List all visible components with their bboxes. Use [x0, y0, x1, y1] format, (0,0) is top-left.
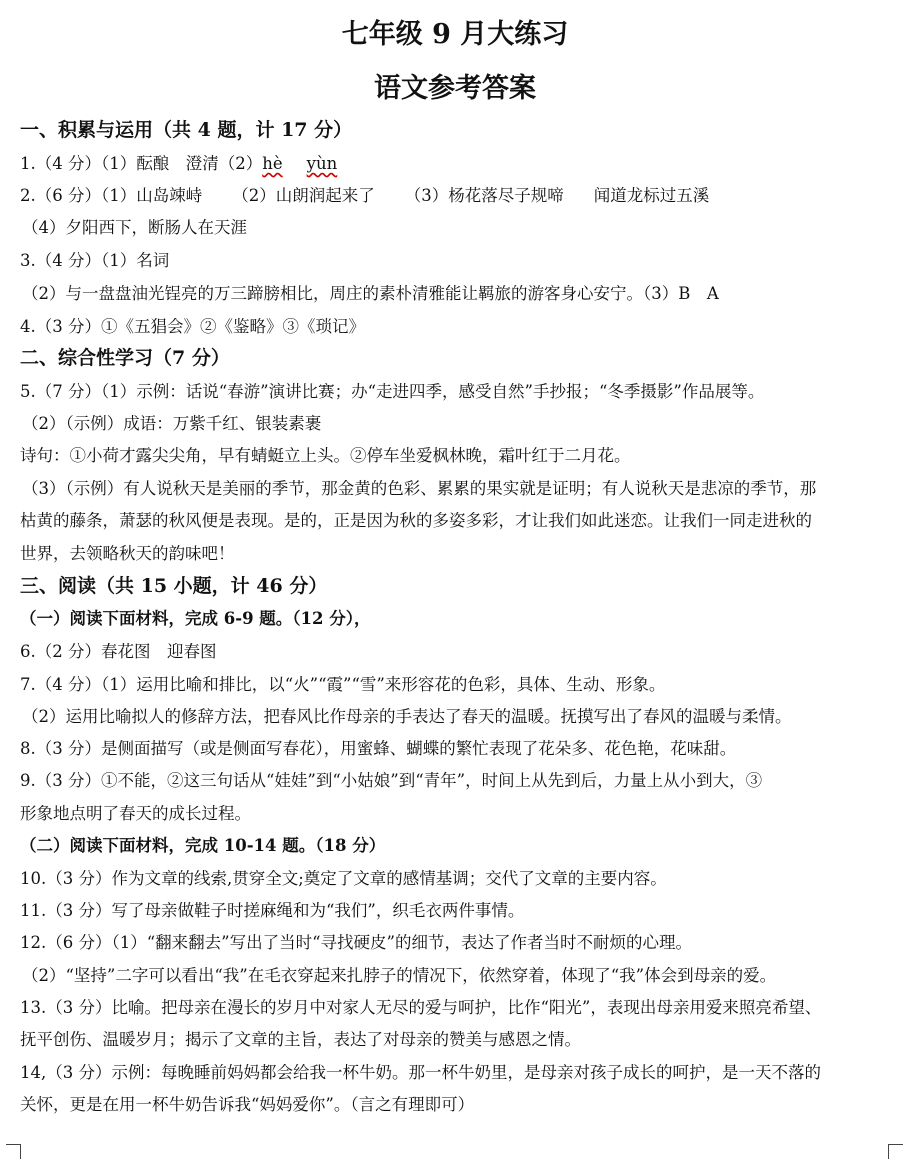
answer-q13-line2: 抚平创伤、温暖岁月；揭示了文章的主旨，表达了对母亲的赞美与感恩之情。 — [20, 1030, 581, 1049]
answer-q2-part3: （3）杨花落尽子规啼 — [404, 186, 564, 205]
answer-q2 — [20, 185, 895, 207]
document-subtitle: 语文参考答案 — [374, 73, 536, 104]
section-3-heading: 三、阅读（共 15 小题，计 46 分） — [20, 575, 328, 597]
answer-q5-line1: 5.（7 分）（1）示例：话说“春游”演讲比赛；办“走进四季，感受自然”手抄报；“冬季摄影”作品展等。 — [20, 382, 765, 401]
answer-q5-line6: 世界，去领略秋天的韵味吧！ — [20, 544, 235, 563]
answer-q7-line2: （2）运用比喻拟人的修辞方法，把春风比作母亲的手表达了春天的温暖。抚摸写出了春风的温暖与柔情。 — [22, 707, 792, 726]
pinyin-1: hè — [262, 154, 283, 173]
answer-q10: 10.（3 分）作为文章的线索,贯穿全文;奠定了文章的感情基调；交代了文章的主要内容。 — [20, 869, 667, 888]
answer-q4: 4.（3 分）①《五猖会》②《鉴略》③《琐记》 — [20, 317, 365, 336]
answer-q13-line1: 13.（3 分）比喻。把母亲在漫长的岁月中对家人无尽的爱与呵护，比作“阳光”，表现出母亲用爱来照亮希望、 — [20, 998, 822, 1017]
answer-q11: 11.（3 分）写了母亲做鞋子时搓麻绳和为“我们”，织毛衣两件事情。 — [20, 901, 525, 920]
answer-q5-line4: （3）（示例）有人说秋天是美丽的季节，那金黄的色彩、累累的果实就是证明；有人说秋天是悲凉的季节，那 — [22, 479, 817, 498]
answer-q9-line2: 形象地点明了春天的成长过程。 — [20, 804, 251, 823]
document-title: 七年级 9 月大练习 — [341, 19, 569, 50]
answer-q14-line1: 14,（3 分）示例：每晚睡前妈妈都会给我一杯牛奶。那一杯牛奶里，是母亲对孩子成长的呵护，是一天不落的 — [20, 1063, 821, 1082]
reading-part-2-heading: （二）阅读下面材料，完成 10-14 题。（18 分） — [20, 836, 386, 855]
answer-q8: 8.（3 分）是侧面描写（或是侧面写春花），用蜜蜂、蝴蝶的繁忙表现了花朵多、花色艳，花味甜。 — [20, 739, 737, 758]
answer-q6: 6.（2 分）春花图 迎春图 — [20, 642, 217, 661]
answer-q3-part2: （2）与一盘盘油光锃亮的万三蹄膀相比，周庄的素朴清雅能让羁旅的游客身心安宁。（3）B A — [22, 284, 719, 303]
answer-q12-line1: 12.（6 分）（1）“翻来翻去”写出了当时“寻找硬皮”的细节，表达了作者当时不耐烦的心理。 — [20, 933, 692, 952]
section-2-heading: 二、综合性学习（7 分） — [20, 347, 230, 369]
answer-q1-text: 1.（4 分）（1）酝酿 澄清（2） — [20, 154, 263, 173]
section-1-heading: 一、积累与运用（共 4 题，计 17 分） — [20, 119, 353, 141]
answer-q3-part1: 3.（4 分）（1）名词 — [20, 251, 170, 270]
answer-q2-part4: 闻道龙标过五溪 — [593, 186, 710, 205]
answer-q2-part2: （2）山朗润起来了 — [232, 186, 375, 205]
answer-q2-part1: 2.（6 分）（1）山岛竦峙 — [20, 186, 203, 205]
pinyin-2: yùn — [306, 154, 338, 173]
crop-mark-bottom-left — [6, 1144, 21, 1159]
crop-mark-bottom-right — [888, 1144, 903, 1159]
answer-q5-line5: 枯黄的藤条，萧瑟的秋风便是表现。是的，正是因为秋的多姿多彩，才让我们如此迷恋。让我们一同走进秋的 — [20, 511, 812, 530]
answer-q12-line2: （2）“坚持”二字可以看出“我”在毛衣穿起来扎脖子的情况下，依然穿着，体现了“我”体会到母亲的爱。 — [22, 966, 777, 985]
reading-part-1-heading: （一）阅读下面材料，完成 6-9 题。（12 分）， — [20, 609, 371, 628]
answer-q1 — [20, 153, 895, 175]
answer-q14-line2: 关怀，更是在用一杯牛奶告诉我“妈妈爱你”。（言之有理即可） — [20, 1095, 475, 1114]
answer-q5-line2: （2）（示例）成语：万紫千红、银装素裹 — [22, 414, 322, 433]
answer-q2-part5: （4）夕阳西下，断肠人在天涯 — [22, 218, 247, 237]
answer-q5-line3: 诗句：①小荷才露尖尖角，早有蜻蜓立上头。②停车坐爱枫林晚，霜叶红于二月花。 — [20, 446, 631, 465]
answer-q7-line1: 7.（4 分）（1）运用比喻和排比，以“火”“霞”“雪”来形容花的色彩，具体、生动、形象。 — [20, 675, 666, 694]
answer-q9-line1: 9.（3 分）①不能，②这三句话从“娃娃”到“小姑娘”到“青年”，时间上从先到后，力量上从小到大，③ — [20, 771, 763, 790]
